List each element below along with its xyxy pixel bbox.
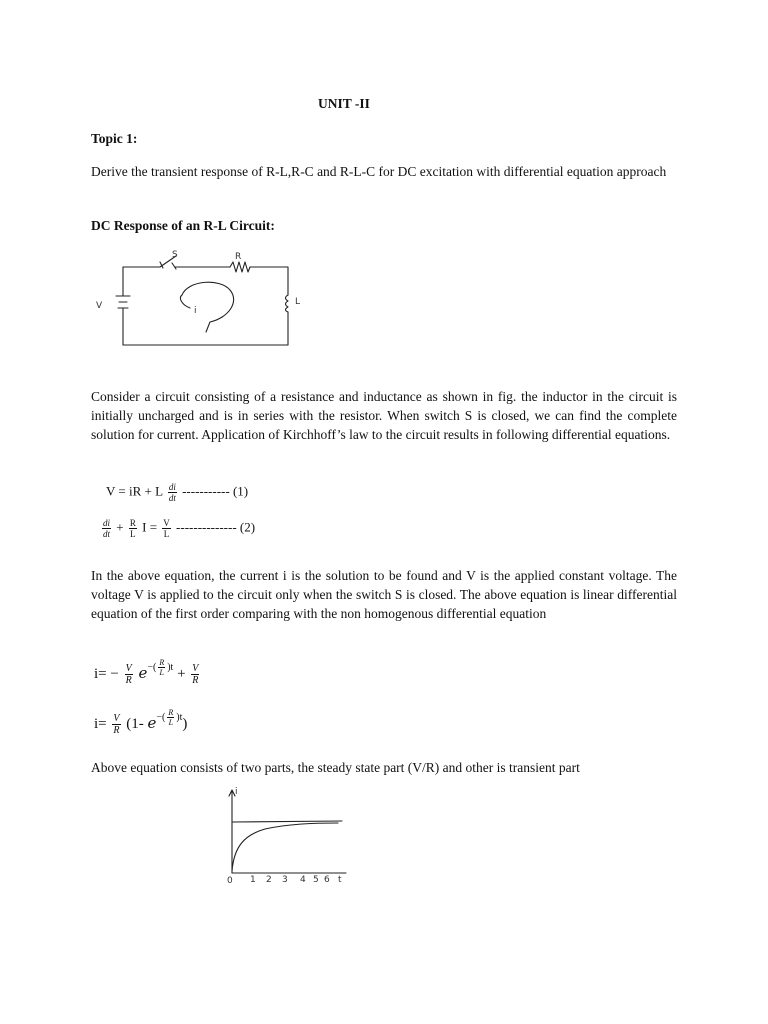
eq4-exp-den: L [168,718,174,727]
eq3-lhs: i= − [94,665,119,682]
eq2-num-2: R [129,518,136,528]
paragraph-3: Above equation consists of two parts, the steady state part (V/R) and other is transient part [91,760,580,775]
eq3-num-1: V [125,662,132,674]
eq3-num-2: V [192,662,199,674]
eq4-den-1: R [113,724,120,736]
eq4-close: ) [182,715,188,732]
eq2-den-2: L [130,529,136,539]
eq3-exp-pre: −( [147,661,157,673]
circuit-switch-label: S [172,250,178,260]
eq4-exp-base: e [147,713,157,732]
equation-3 [94,658,201,686]
eq4-lhs: i= [94,715,107,732]
circuit-battery [116,296,130,308]
eq2-frac-3 [162,518,171,539]
eq4-exp-pre: −( [156,711,166,723]
eq1-den: dt [168,493,176,503]
graph-y-label: i [235,787,238,797]
equation-1 [106,482,248,503]
graph-tick-t: t [338,875,342,885]
eq2-den-3: L [163,529,170,539]
paragraph-2: In the above equation, the current i is the solution to be found and V is the applied constant voltage. The voltage V is applied to the circuit only when the switch S is closed. The above equation is linear differential equation of the first order comparing with the non homogenous differential equation [91,568,677,621]
eq3-plus: + [177,665,186,682]
eq3-den-2: R [192,674,199,686]
circuit-current-label: i [194,306,197,316]
eq1-num: di [168,482,176,492]
section-heading: DC Response of an R-L Circuit: [91,218,275,233]
circuit-source-label: V [96,301,103,311]
rl-circuit-diagram [90,250,310,360]
circuit-resistor-label: R [235,252,242,262]
eq4-open: (1- [126,715,144,732]
topic-label: Topic 1: [91,131,138,146]
eq3-exp-num: R [159,658,165,667]
topic-description: Derive the transient response of R-L,R-C and R-L-C for DC excitation with differential equation approach [91,164,667,179]
graph-steady-line [232,821,342,822]
eq1-tag: ----------- (1) [182,483,249,499]
equation-4 [94,708,187,736]
eq3-den-1: R [125,674,132,686]
eq4-exp-frac [167,708,174,727]
equation-2 [100,518,255,539]
eq3-exp-post: )t [167,661,174,673]
eq3-exp-base: e [138,663,148,682]
graph-tick-2: 2 [266,875,272,885]
eq2-mid: I = [142,519,158,535]
eq2-tag: -------------- (2) [176,519,256,535]
eq3-exp-frac [158,658,165,677]
page-title: UNIT -II [318,96,370,111]
graph-tick-5: 5 [313,875,319,885]
eq2-num-3: V [163,518,170,528]
circuit-inductor [286,295,289,312]
eq3-frac-1 [125,663,133,686]
eq4-exp-num: R [168,708,174,717]
graph-tick-1: 1 [250,875,256,885]
current-rise-graph [220,785,360,890]
eq2-frac-2 [129,518,137,539]
eq4-exp-post: )t [176,711,183,723]
eq4-frac-1 [112,713,120,736]
eq2-plus: + [116,519,124,535]
graph-tick-6: 6 [324,875,330,885]
graph-tick-4: 4 [300,875,306,885]
circuit-inductor-label: L [295,297,301,307]
eq2-den-1: dt [103,529,111,539]
graph-tick-3: 3 [282,875,288,885]
eq3-exp-den: L [159,668,164,677]
circuit-resistor [230,262,250,272]
eq1-lhs: V = iR + L [106,483,163,499]
eq4-num-1: V [113,712,120,724]
graph-tick-0: 0 [227,876,233,886]
graph-rise-curve [232,823,338,871]
eq2-frac-1 [102,518,111,539]
eq2-num-1: di [103,518,111,528]
eq3-frac-2 [191,663,199,686]
eq1-fraction [168,482,177,503]
circuit-current-loop [180,282,233,332]
paragraph-1: Consider a circuit consisting of a resistance and inductance as shown in fig. the inductor in the circuit is initially uncharged and is in series with the resistor. When switch S is closed, we can find the complete solution for current. Application of Kirchhoff’s law to the circuit results in following differential equations. [91,389,677,442]
